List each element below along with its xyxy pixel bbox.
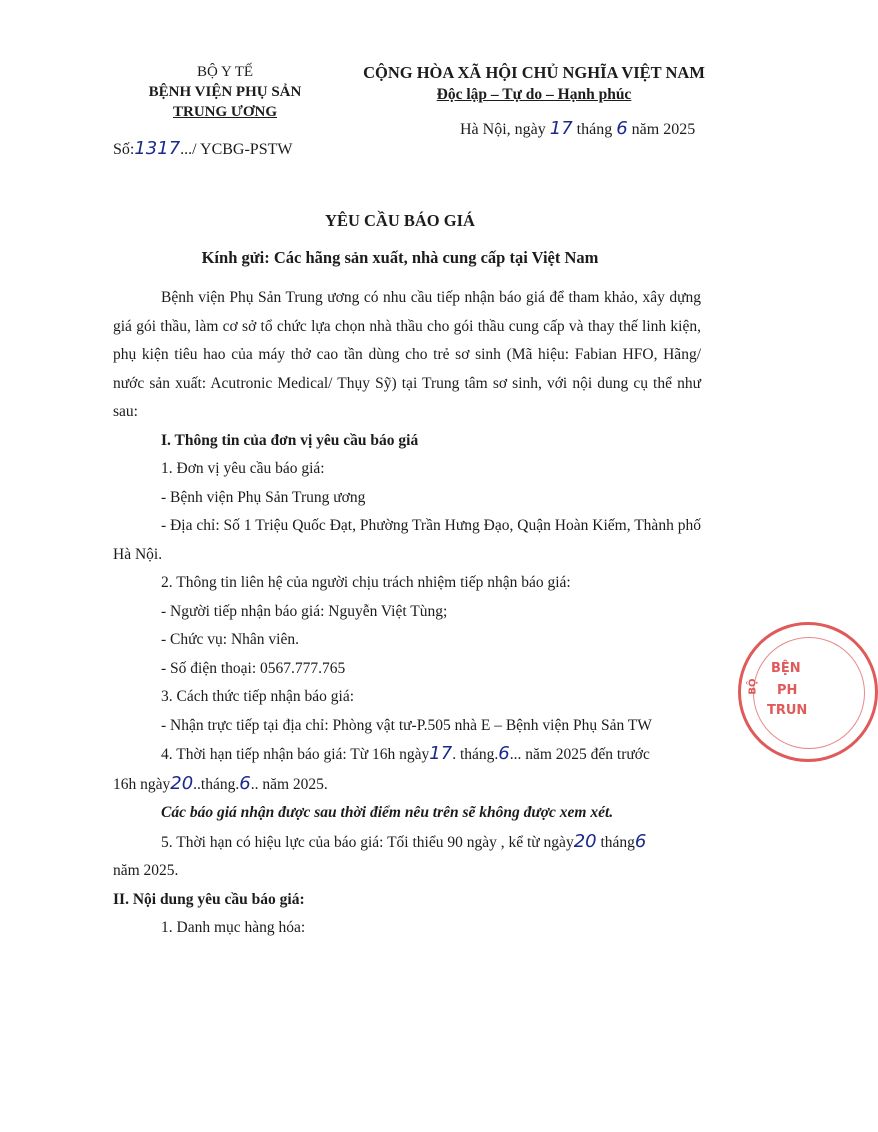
handwritten-month: 6 (616, 118, 628, 139)
national-header (338, 62, 730, 106)
receiver-phone: - Số điện thoại: 0567.777.765 (161, 659, 346, 677)
section-1-heading: I. Thông tin của đơn vị yêu cầu báo giá (161, 431, 419, 449)
handwritten-start-month: 6 (498, 743, 510, 764)
handwritten-end-day: 20 (170, 772, 194, 794)
handwritten-doc-number: 1317 (134, 138, 181, 159)
seal-side-text: BỘ (747, 678, 759, 695)
item-3: 3. Cách thức tiếp nhận báo giá: (161, 688, 355, 705)
handwritten-day: 17 (549, 118, 573, 139)
handwritten-end-month: 6 (239, 772, 251, 794)
seal-text-1: BỆN (771, 661, 801, 676)
receiver-name: - Người tiếp nhận báo giá: Nguyễn Việt Tùng; (161, 602, 448, 620)
recipient-line: Kính gửi: Các hãng sản xuất, nhà cung cấp tại Việt Nam (201, 248, 599, 267)
handwritten-validity-day: 20 (573, 830, 597, 852)
hospital-name-line1: BỆNH VIỆN PHỤ SẢN (148, 84, 302, 100)
republic-title: CỘNG HÒA XÃ HỘI CHỦ NGHĨA VIỆT NAM (363, 63, 705, 82)
ministry-name: BỘ Y TẾ (196, 64, 254, 80)
hospital-name-line2: TRUNG ƯƠNG (172, 104, 278, 120)
seal-inner-ring (753, 637, 865, 749)
official-seal (738, 622, 878, 762)
item-5-line2: năm 2025. (113, 862, 179, 879)
item-4-line2: 16h ngày20..tháng.6.. năm 2025. (113, 772, 328, 794)
handwritten-start-day: 17 (429, 743, 453, 764)
section-2-heading: II. Nội dung yêu cầu báo giá: (113, 890, 305, 908)
receiver-position: - Chức vụ: Nhân viên. (161, 631, 299, 648)
item-5-line1: 5. Thời hạn có hiệu lực của báo giá: Tối thiểu 90 ngày , kể từ ngày20 tháng6 (161, 830, 647, 852)
item-1: 1. Đơn vị yêu cầu báo giá: (161, 460, 325, 477)
national-motto: Độc lập – Tự do – Hạnh phúc (436, 86, 632, 103)
document-title: YÊU CẦU BÁO GIÁ (325, 211, 475, 230)
handwritten-validity-month: 6 (634, 830, 647, 852)
issuer-block (110, 62, 340, 122)
item-2: 2. Thông tin liên hệ của người chịu trách nhiệm tiếp nhận báo giá: (161, 574, 571, 591)
issue-date: Hà Nội, ngày 17 tháng 6 năm 2025 (460, 118, 696, 139)
direct-delivery: - Nhận trực tiếp tại địa chỉ: Phòng vật tư-P.505 nhà E – Bệnh viện Phụ Sản TW (161, 716, 652, 734)
goods-list-label: 1. Danh mục hàng hóa: (161, 919, 306, 936)
item-4-line1: 4. Thời hạn tiếp nhận báo giá: Từ 16h ngày17. tháng.6... năm 2025 đến trước (161, 743, 650, 764)
seal-text-3: TRUN (767, 703, 808, 718)
address: - Địa chỉ: Số 1 Triệu Quốc Đạt, Phường Trần Hưng Đạo, Quận Hoàn Kiếm, Thành phố Hà Nội. (113, 517, 701, 563)
seal-text-2: PH (777, 683, 798, 698)
unit-name: - Bệnh viện Phụ Sản Trung ương (161, 488, 366, 506)
late-quote-notice: Các báo giá nhận được sau thời điểm nêu trên sẽ không được xem xét. (161, 804, 614, 821)
document-number: Số:1317.../ YCBG-PSTW (113, 138, 293, 159)
document-body (113, 284, 701, 943)
intro-paragraph: Bệnh viện Phụ Sản Trung ương có nhu cầu tiếp nhận báo giá để tham khảo, xây dựng giá gói thầu, làm cơ sở tổ chức lựa chọn nhà thầu cho gói thầu cung cấp và thay thế linh kiện, phụ kiện tiêu hao của máy thở cao tần dùng cho trẻ sơ sinh (Mã hiệu: Fabian HFO, Hãng/ nước sản xuất: Acutronic Medical/ Thụy Sỹ) tại Trung tâm sơ sinh, với nội dung cụ thể như sau: (113, 289, 701, 420)
